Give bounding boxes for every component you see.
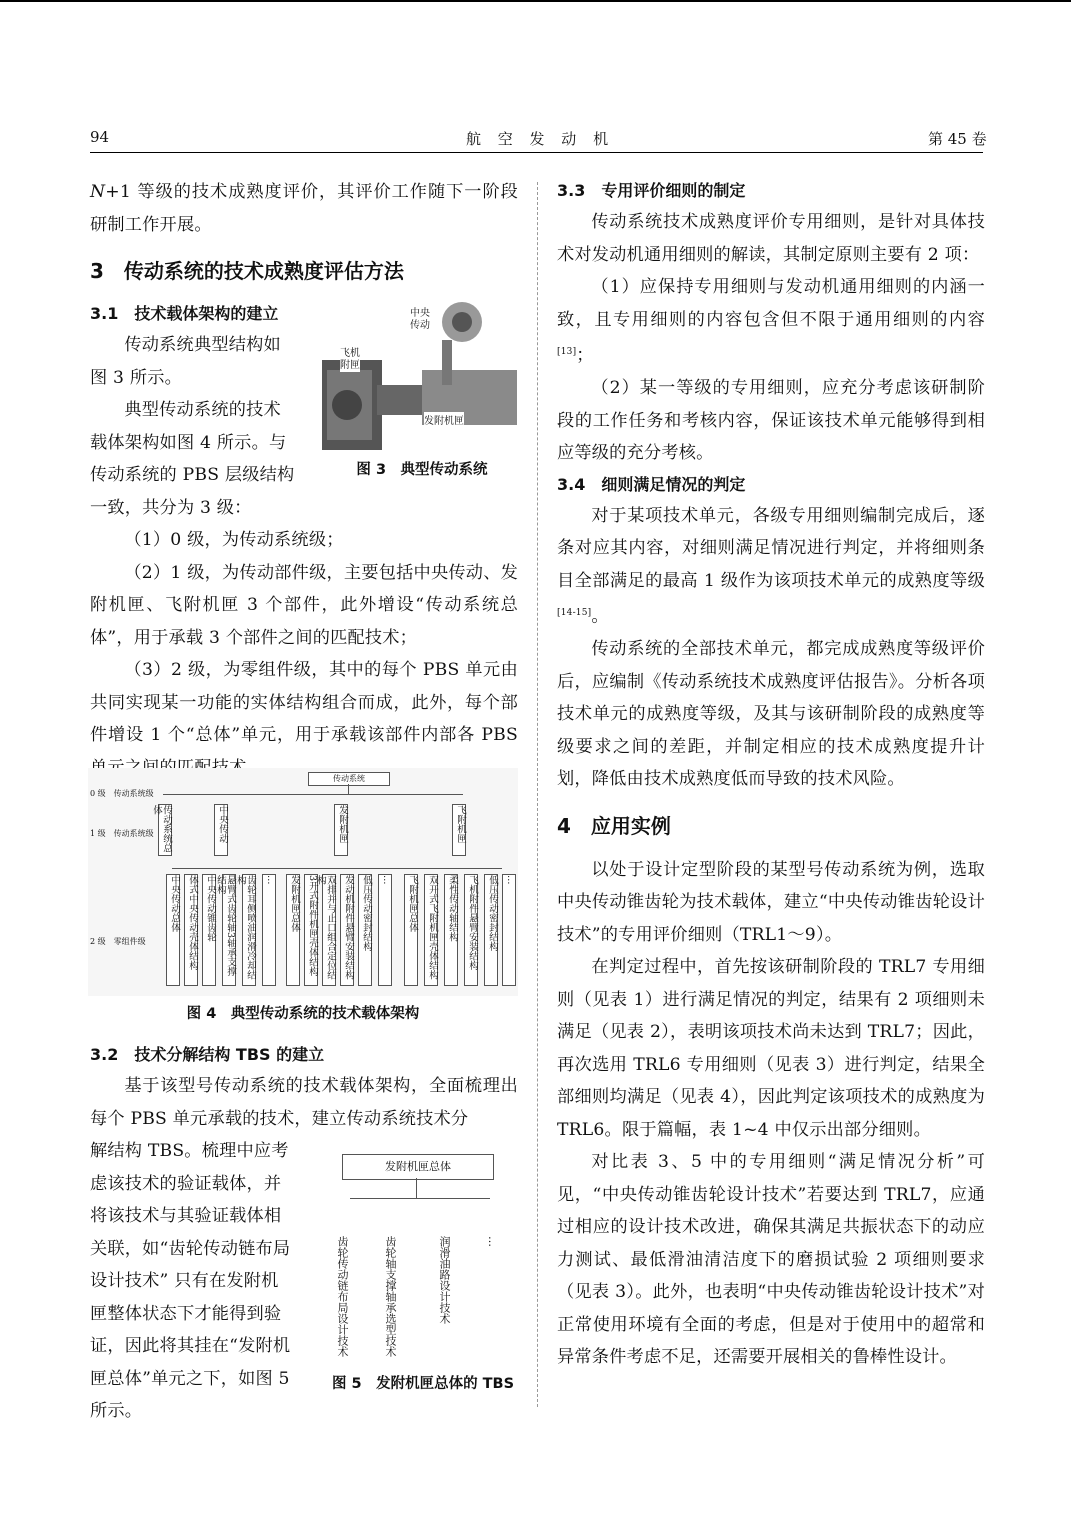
paragraph: 对比表 3、5 中的专用细则“满足情况分析”可见，“中央传动锥齿轮设计技术”若要达到 TRL7，应通过相应的设计技术改进，确保其满足共振状态下的动应力测试、最低滑油清洁度下的磨损试验 2 项细则要求（见表 3）。此外，也表明“中央传动锥齿轮设计技术”对正常使用环境有全面的考虑，但是对于使用中的超常和异常条件考虑不足，还需要开展相关的鲁棒性设计。 — [557, 1152, 985, 1368]
l2-node: 双开式飞附机匣壳体结构 — [424, 874, 438, 986]
l2-node: 低压传动密封结构 — [484, 874, 498, 986]
paragraph: 关联，如“齿轮传动链布局 — [90, 1238, 291, 1259]
header-rule — [90, 152, 983, 153]
connector — [348, 784, 349, 794]
l1-node: 发附机匣 — [334, 804, 348, 856]
top-border — [0, 0, 1071, 2]
paragraph: 图 3 所示。 — [90, 367, 183, 388]
label-engine-gearbox: 发附机匣 — [424, 412, 464, 427]
paragraph — [557, 271, 985, 372]
paragraph: 所示。 — [90, 1401, 143, 1421]
text: ； — [576, 345, 594, 366]
l2-node: 柔性传动轴结构 — [444, 874, 458, 986]
label-center-drive: 中央 传动 — [410, 308, 430, 331]
section-3-2-heading: 3.2 技术分解结构 TBS 的建立 — [90, 1045, 325, 1064]
text: 。 — [591, 606, 609, 627]
paragraph: 传动系统的全部技术单元，都完成成熟度等级评价后，应编制《传动系统技术成熟度评估报告》。分析各项技术单元的成熟度等级，及其与该研制阶段的成熟度等级要求之间的差距，并制定相应的技术成熟度提升计划，降低由技术成熟度低而导致的技术风险。 — [557, 639, 985, 790]
l1-node: 飞附机匣 — [452, 804, 466, 856]
paragraph: 证，因此将其挂在“发附机 — [90, 1336, 291, 1356]
l2-node: 中央传动总体 — [166, 874, 180, 986]
section-3-heading: 3 传动系统的技术成熟度评估方法 — [90, 259, 404, 283]
paragraph: 典型传动系统的技术 — [124, 400, 281, 420]
l2-node: … — [378, 874, 392, 986]
l2-node: 齿轮耳侧喷油润滑冷却结构 — [242, 874, 256, 986]
paragraph: 一致，共分为 3 级： — [90, 497, 252, 518]
paragraph: 虑该技术的验证载体，并 — [90, 1173, 282, 1194]
figure-3-caption: 图 3 典型传动系统 — [356, 462, 488, 478]
text: 对于某项技术单元，各级专用细则编制完成后，逐条对应其内容，对细则满足情况进行判定，并将细则条目全部满足的最高 1 级作为该项技术单元的成熟度等级 — [557, 505, 985, 591]
paragraph: 解结构 TBS。梳理中应考 — [90, 1141, 289, 1161]
paragraph: （2）某一等级的专用细则，应充分考虑该研制阶段的工作任务和考核内容，保证该技术单元能够得到相应等级的充分考核。 — [557, 378, 985, 464]
volume-label: 第 45 卷 — [928, 130, 987, 148]
page-number: 94 — [90, 128, 110, 146]
l1-node: 传动系统总体 — [158, 804, 172, 856]
l2-node: 飞机附件悬臂安装结构 — [464, 874, 478, 986]
l2-node: 飞附机匣总体 — [404, 874, 418, 986]
l2-node: 体式中央传动壳体结构 — [184, 874, 198, 986]
paragraph: 以处于设计定型阶段的某型号传动系统为例，选取中央传动锥齿轮为技术载体，建立“中央传动锥齿轮设计技术”的专用评价细则（TRL1～9）。 — [557, 859, 985, 945]
connector — [172, 868, 502, 869]
paragraph: 匣总体”单元之下，如图 5 — [90, 1368, 290, 1389]
paragraph: （3）2 级，为零组件级，其中的每个 PBS 单元由共同实现某一功能的实体结构组合而成，此外，每个部件增设 1 个“总体”单元，用于承载该部件内部各 PBS — [90, 660, 518, 745]
paragraph: 将该技术与其验证载体相 — [90, 1206, 282, 1226]
text: +1 等级的技术成熟度评价，其评价工作随下一阶段研制工作开展。 — [90, 182, 518, 235]
connector — [350, 1198, 490, 1199]
l1-node: 中央传动 — [214, 804, 228, 856]
tbs-item: 润滑油路设计技术 — [438, 1236, 451, 1324]
paragraph: （2）1 级，为传动部件级，主要包括中央传动、发附机匣、飞附机匣 3 个部件，此外增设“传动系统总体”，用于承载 3 个部件之间的匹配技术； — [90, 562, 518, 648]
text: （1）应保持专用细则与发动机通用细则的内涵一致，且专用细则的内容包含但不限于通用细则的内容 — [557, 277, 985, 330]
root-node: 传动系统 — [308, 772, 390, 786]
level-0-label: 0 级 传动系统级 — [90, 789, 154, 798]
column-divider — [537, 182, 538, 1407]
l2-node: 双排并与止口组合定位结构 — [322, 874, 336, 986]
paragraph: 载体架构如图 4 所示。与 — [90, 432, 287, 453]
italic-n: N — [90, 182, 106, 202]
tbs-item: 齿轮轴支撑轴承选型技术 — [384, 1236, 397, 1357]
figure-4-caption: 图 4 典型传动系统的技术载体架构 — [186, 1006, 420, 1022]
level-1-label: 1 级 传动系统级 — [90, 829, 154, 838]
citation: [13] — [557, 347, 577, 357]
section-3-1-heading: 3.1 技术载体架构的建立 — [90, 304, 279, 323]
figure-5-caption: 图 5 发附机匣总体的 TBS — [331, 1376, 515, 1392]
paragraph: （1）0 级，为传动系统级； — [124, 530, 344, 550]
paragraph: 匣整体状态下才能得到验 — [90, 1303, 282, 1324]
l2-node: … — [502, 874, 516, 986]
figure-4 — [88, 768, 518, 1022]
paragraph: 传动系统典型结构如 — [124, 335, 281, 355]
tbs-item: 齿轮传动链布局设计技术 — [336, 1236, 349, 1357]
connector — [416, 1178, 417, 1198]
tbs-item: … — [486, 1236, 499, 1247]
figure-5 — [330, 1150, 520, 1392]
citation: [14-15] — [557, 608, 592, 619]
l2-node: 发动机附件悬臂安装结构 — [340, 874, 354, 986]
section-3-3-heading: 3.3 专用评价细则的制定 — [557, 181, 746, 200]
l2-node: 发附机匣总体 — [286, 874, 300, 986]
connector — [163, 794, 463, 795]
l2-node: 悬臂式齿轮轴3轴承支撑结构 — [222, 874, 236, 986]
right-column — [557, 176, 985, 1374]
tbs-root: 发附机匣总体 — [342, 1154, 494, 1180]
paragraph: 传动系统的 PBS 层级结构 — [90, 465, 295, 485]
section-4-heading: 4 应用实例 — [557, 813, 671, 838]
label-aircraft-gearbox: 飞机 附匣 — [340, 348, 360, 371]
paragraph — [557, 500, 985, 634]
paragraph: 基于该型号传动系统的技术载体架构，全面梳理出每个 PBS 单元承载的技术，建立传动系统技术分 — [90, 1076, 518, 1129]
l2-node: 低压传动密封结构 — [358, 874, 372, 986]
paragraph: 传动系统技术成熟度评价专用细则，是针对具体技术对发动机通用细则的解读，其制定原则主要有 2 项： — [557, 212, 985, 265]
l2-node: 3开式附件机匣壳体结构 — [304, 874, 318, 986]
l2-node: 中央传动锥齿轮 — [202, 874, 216, 986]
paragraph: 设计技术” 只有在发附机 — [90, 1271, 279, 1291]
figure-3 — [322, 300, 522, 478]
section-3-4-heading: 3.4 细则满足情况的判定 — [557, 474, 746, 494]
left-column — [90, 176, 518, 784]
l2-node: … — [262, 874, 276, 986]
paragraph-intro — [90, 176, 518, 241]
level-2-label: 2 级 零组件级 — [90, 937, 146, 946]
journal-title: 航 空 发 动 机 — [466, 130, 615, 148]
paragraph: 在判定过程中，首先按该研制阶段的 TRL7 专用细则（见表 1）进行满足情况的判定，结果有 2 项细则未满足（见表 2），表明该项技术尚未达到 TRL7；因此，再次选用 TRL6 专用细则（见表 3）进行判定，结果全部细则均满足（见表 4），因此判定该项技术的成熟度为 TRL6。限于篇幅，表 1~4 中仅示出部分细则。 — [557, 957, 985, 1140]
